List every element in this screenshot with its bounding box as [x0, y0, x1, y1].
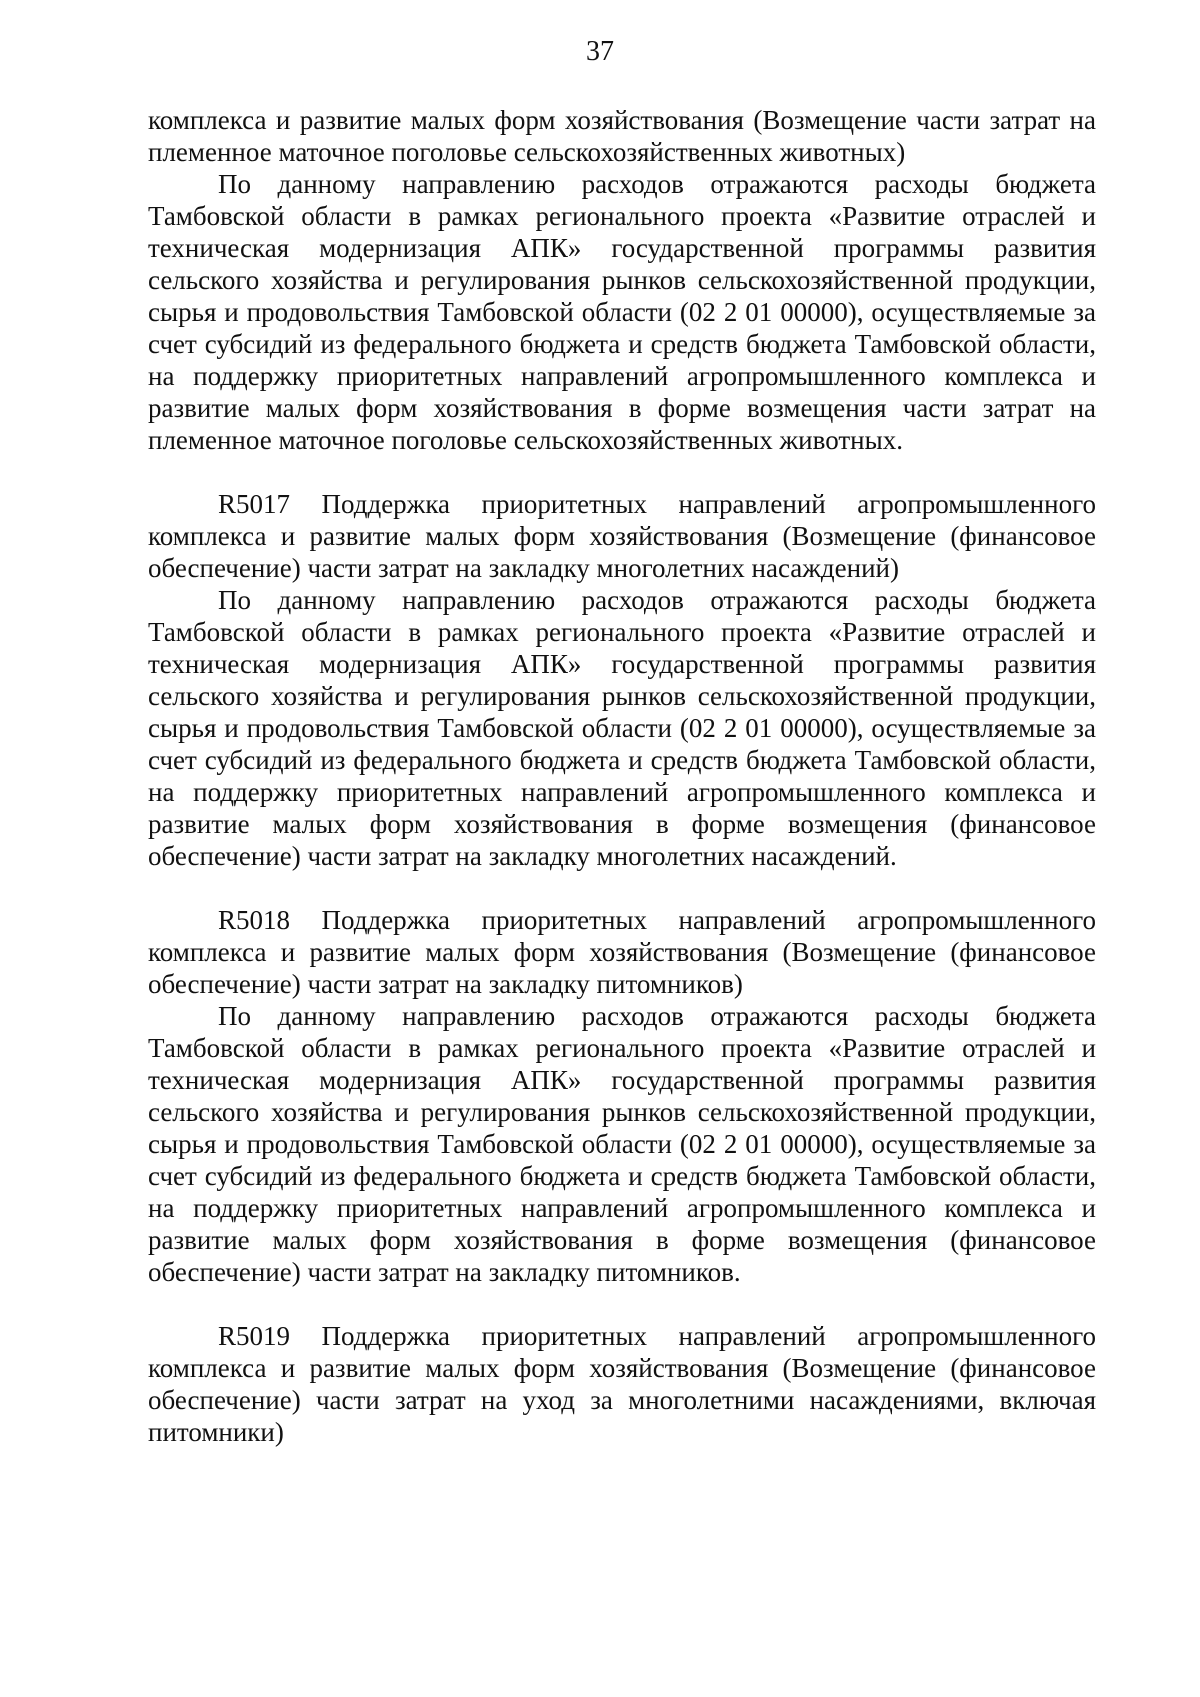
paragraph-heading-r5017: R5017 Поддержка приоритетных направлений агропромышленного комплекса и развитие малых форм хозяйствования (Возмещение (финансовое обеспечение) части затрат на закладку многолетних насаждений): [148, 489, 1096, 583]
paragraph-description: По данному направлению расходов отражаются расходы бюджета Тамбовской области в рамках регионального проекта «Развитие отраслей и техническая модернизация АПК» государственной программы развития сельского хозяйства и регулирования рынков сельскохозяйственной продукции, сырья и продовольствия Тамбовской области (02 2 01 00000), осуществляемые за счет субсидий из федерального бюджета и средств бюджета Тамбовской области, на поддержку приоритетных направлений агропромышленного комплекса и развитие малых форм хозяйствования в форме возмещения части затрат на племенное маточное поголовье сельскохозяйственных животных.: [148, 169, 1096, 455]
document-body: [148, 104, 1096, 1448]
paragraph-heading-r5018: R5018 Поддержка приоритетных направлений агропромышленного комплекса и развитие малых форм хозяйствования (Возмещение (финансовое обеспечение) части затрат на закладку питомников): [148, 905, 1096, 999]
paragraph-heading-r5019: R5019 Поддержка приоритетных направлений агропромышленного комплекса и развитие малых форм хозяйствования (Возмещение (финансовое обеспечение) части затрат на уход за многолетними насаждениями, включая питомники): [148, 1321, 1096, 1447]
page-number: 37: [586, 36, 614, 67]
paragraph-continuation: комплекса и развитие малых форм хозяйствования (Возмещение части затрат на племенное маточное поголовье сельскохозяйственных животных): [148, 105, 1096, 167]
paragraph-description: По данному направлению расходов отражаются расходы бюджета Тамбовской области в рамках регионального проекта «Развитие отраслей и техническая модернизация АПК» государственной программы развития сельского хозяйства и регулирования рынков сельскохозяйственной продукции, сырья и продовольствия Тамбовской области (02 2 01 00000), осуществляемые за счет субсидий из федерального бюджета и средств бюджета Тамбовской области, на поддержку приоритетных направлений агропромышленного комплекса и развитие малых форм хозяйствования в форме возмещения (финансовое обеспечение) части затрат на закладку питомников.: [148, 1001, 1096, 1287]
paragraph-description: По данному направлению расходов отражаются расходы бюджета Тамбовской области в рамках регионального проекта «Развитие отраслей и техническая модернизация АПК» государственной программы развития сельского хозяйства и регулирования рынков сельскохозяйственной продукции, сырья и продовольствия Тамбовской области (02 2 01 00000), осуществляемые за счет субсидий из федерального бюджета и средств бюджета Тамбовской области, на поддержку приоритетных направлений агропромышленного комплекса и развитие малых форм хозяйствования в форме возмещения (финансовое обеспечение) части затрат на закладку многолетних насаждений.: [148, 585, 1096, 871]
